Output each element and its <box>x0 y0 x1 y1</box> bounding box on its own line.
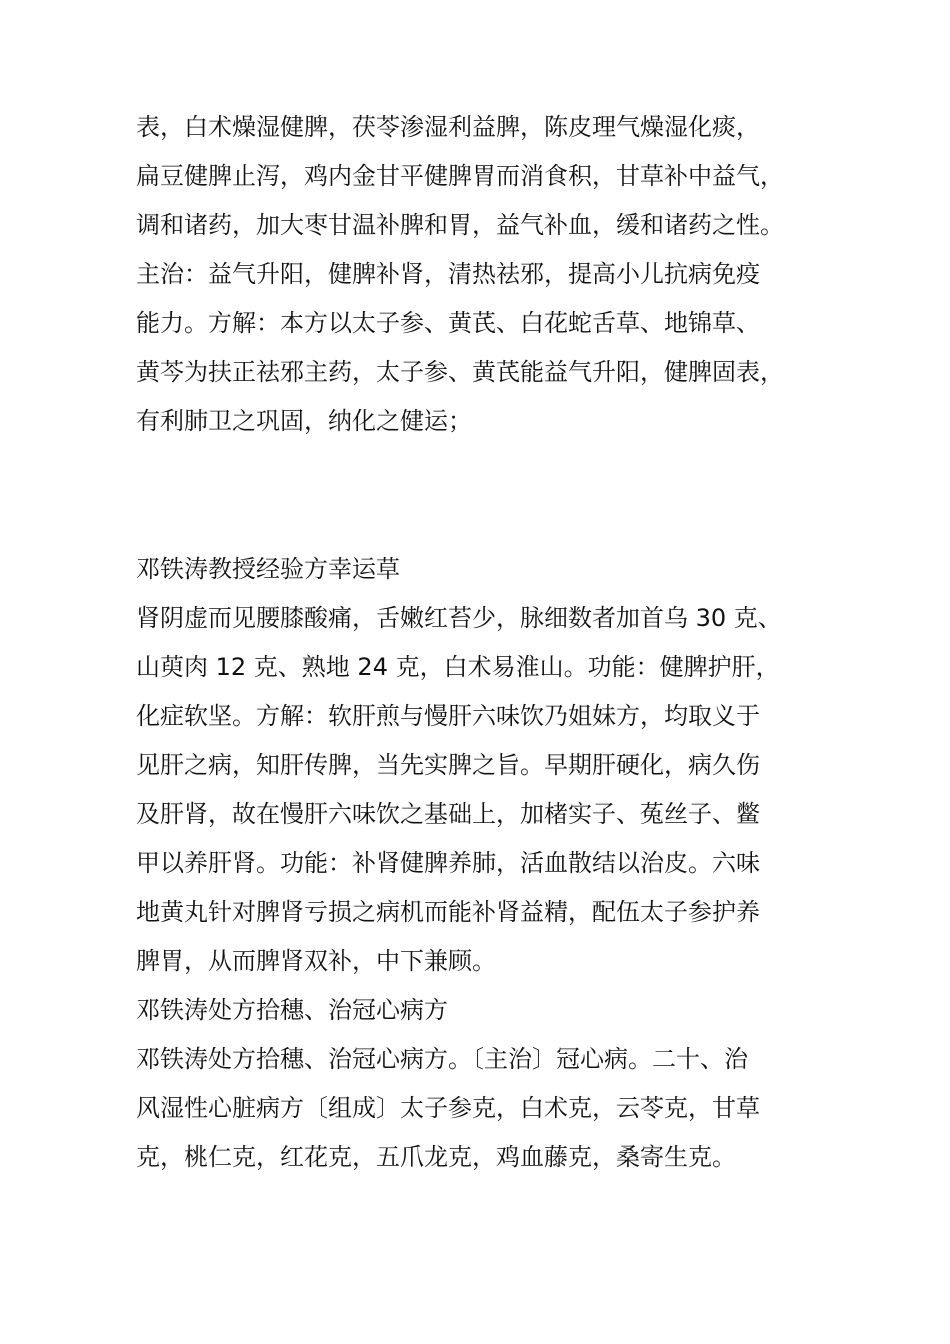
paragraph-line: 及肝肾，故在慢肝六味饮之基础上，加楮实子、菟丝子、鳖 <box>136 800 760 828</box>
paragraph-line: 克，桃仁克，红花克，五爪龙克，鸡血藤克，桑寄生克。 <box>136 1143 736 1171</box>
paragraph-line: 山萸肉 12 克、熟地 24 克，白术易淮山。功能：健脾护肝， <box>136 653 780 681</box>
paragraph-line: 脾胃，从而脾肾双补，中下兼顾。 <box>136 947 496 975</box>
paragraph-line: 肾阴虚而见腰膝酸痛，舌嫩红苔少，脉细数者加首乌 30 克、 <box>136 604 782 632</box>
paragraph-line: 见肝之病，知肝传脾，当先实脾之旨。早期肝硬化，病久伤 <box>136 751 760 779</box>
paragraph-line: 甲以养肝肾。功能：补肾健脾养肺，活血散结以治皮。六味 <box>136 849 760 877</box>
paragraph-line: 扁豆健脾止泻，鸡内金甘平健脾胃而消食积，甘草补中益气， <box>136 162 784 190</box>
paragraph-line: 调和诸药，加大枣甘温补脾和胃，益气补血，缓和诸药之性。 <box>136 211 784 239</box>
paragraph-line: 能力。方解：本方以太子参、黄芪、白花蛇舌草、地锦草、 <box>136 309 760 337</box>
paragraph-line: 风湿性心脏病方〔组成〕太子参克，白术克，云苓克，甘草 <box>136 1094 760 1122</box>
section-heading: 邓铁涛教授经验方幸运草 <box>136 555 400 583</box>
paragraph-line: 主治：益气升阳，健脾补肾，清热祛邪，提高小儿抗病免疫 <box>136 260 760 288</box>
paragraph-line: 地黄丸针对脾肾亏损之病机而能补肾益精，配伍太子参护养 <box>136 898 760 926</box>
paragraph-line: 有利肺卫之巩固，纳化之健运； <box>136 407 472 435</box>
paragraph-line: 化症软坚。方解：软肝煎与慢肝六味饮乃姐妹方，均取义于 <box>136 702 760 730</box>
paragraph-line: 黄芩为扶正祛邪主药，太子参、黄芪能益气升阳，健脾固表， <box>136 358 784 386</box>
section-heading: 邓铁涛处方拾穗、治冠心病方 <box>136 996 448 1024</box>
paragraph-line: 表，白术燥湿健脾，茯苓渗湿利益脾，陈皮理气燥湿化痰， <box>136 113 760 141</box>
paragraph-line: 邓铁涛处方拾穗、治冠心病方。〔主治〕冠心病。二十、治 <box>136 1045 748 1073</box>
